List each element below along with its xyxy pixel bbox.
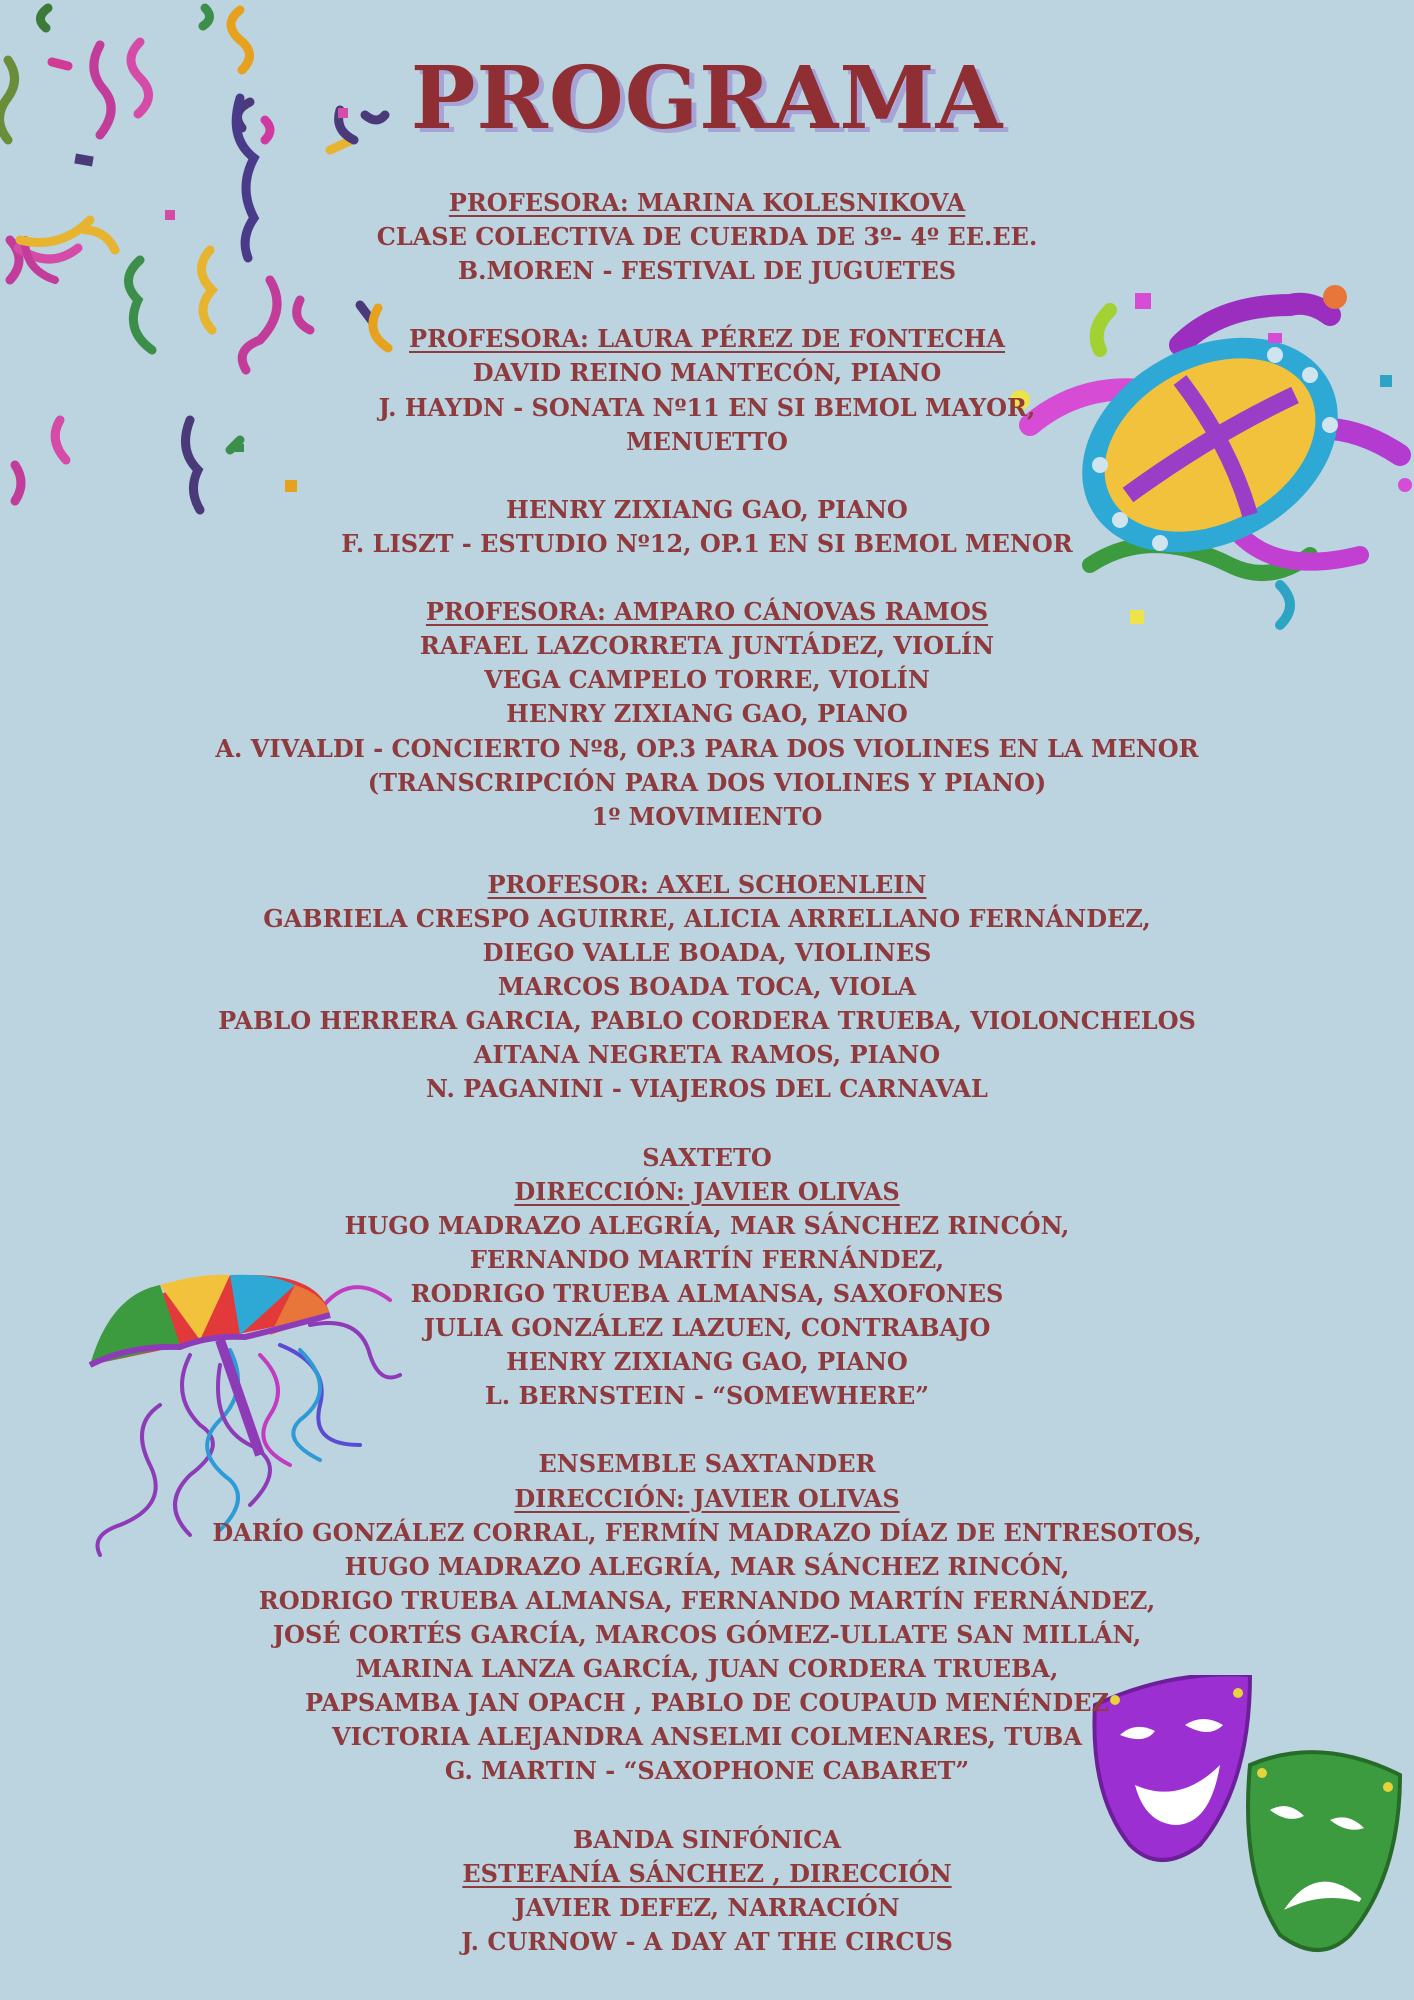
program-line: VICTORIA ALEJANDRA ANSELMI COLMENARES, TUBA <box>332 1722 1082 1752</box>
section-spacer <box>0 1413 1414 1447</box>
program-line: L. BERNSTEIN - “SOMEWHERE” <box>484 1381 930 1411</box>
program-line: JOSÉ CORTÉS GARCÍA, MARCOS GÓMEZ-ULLATE SAN MILLÁN, <box>272 1619 1142 1649</box>
program-line: RAFAEL LAZCORRETA JUNTÁDEZ, VIOLÍN <box>419 631 995 661</box>
program-section <box>0 868 1414 1107</box>
section-heading: PROFESOR: AXEL SCHOENLEIN <box>487 869 927 899</box>
program-line: DIEGO VALLE BOADA, VIOLINES <box>482 938 932 968</box>
program-line: DAVID REINO MANTECÓN, PIANO <box>472 358 942 388</box>
program-section <box>0 1447 1414 1788</box>
program-line: MARCOS BOADA TOCA, VIOLA <box>497 972 917 1002</box>
program-line: BANDA SINFÓNICA <box>573 1824 841 1854</box>
program-line: HUGO MADRAZO ALEGRÍA, MAR SÁNCHEZ RINCÓN, <box>344 1551 1070 1581</box>
program-line: RODRIGO TRUEBA ALMANSA, SAXOFONES <box>410 1279 1004 1308</box>
program-line: HENRY ZIXIANG GAO, PIANO <box>506 1347 908 1377</box>
page-title: PROGRAMA <box>410 48 1004 149</box>
program-section <box>0 1141 1414 1414</box>
program-line: AITANA NEGRETA RAMOS, PIANO <box>473 1040 941 1070</box>
section-heading: PROFESORA: MARINA KOLESNIKOVA <box>448 188 966 217</box>
program-line: (TRANSCRIPCIÓN PARA DOS VIOLINES Y PIANO) <box>367 767 1047 797</box>
program-section <box>0 493 1414 561</box>
program-line: FERNANDO MARTÍN FERNÁNDEZ, <box>469 1244 945 1274</box>
program-line: PABLO HERRERA GARCIA, PABLO CORDERA TRUEBA, VIOLONCHELOS <box>218 1006 1196 1036</box>
program-line: JULIA GONZÁLEZ LAZUEN, CONTRABAJO <box>423 1313 991 1343</box>
program-line: CLASE COLECTIVA DE CUERDA DE 3º- 4º EE.EE. <box>376 222 1038 252</box>
program-line: JAVIER DEFEZ, NARRACIÓN <box>514 1892 900 1922</box>
program-line: PAPSAMBA JAN OPACH , PABLO DE COUPAUD MENÉNDEZ <box>304 1688 1110 1718</box>
section-heading: PROFESORA: AMPARO CÁNOVAS RAMOS <box>425 597 989 627</box>
program-line: F. LISZT - ESTUDIO Nº12, OP.1 EN SI BEMOL MENOR <box>341 528 1073 558</box>
section-heading: DIRECCIÓN: JAVIER OLIVAS <box>514 1176 900 1206</box>
section-heading: PROFESORA: LAURA PÉREZ DE FONTECHA <box>409 324 1005 354</box>
program-line: HUGO MADRAZO ALEGRÍA, MAR SÁNCHEZ RINCÓN, <box>344 1210 1070 1240</box>
program-section <box>0 1823 1414 1959</box>
program-line: J. HAYDN - SONATA Nº11 EN SI BEMOL MAYOR, <box>378 392 1036 422</box>
section-spacer <box>0 1788 1414 1822</box>
section-heading: DIRECCIÓN: JAVIER OLIVAS <box>514 1483 900 1513</box>
program-line: DARÍO GONZÁLEZ CORRAL, FERMÍN MADRAZO DÍAZ DE ENTRESOTOS, <box>212 1517 1202 1547</box>
program-section <box>0 186 1414 288</box>
section-spacer <box>0 288 1414 322</box>
program-line: SAXTETO <box>642 1142 772 1172</box>
program-line: VEGA CAMPELO TORRE, VIOLÍN <box>484 665 930 695</box>
program-line: MARINA LANZA GARCÍA, JUAN CORDERA TRUEBA, <box>355 1654 1059 1684</box>
program-section <box>0 595 1414 834</box>
program-line: HENRY ZIXIANG GAO, PIANO <box>506 494 908 524</box>
program-line: J. CURNOW - A DAY AT THE CIRCUS <box>461 1926 953 1956</box>
section-spacer <box>0 834 1414 868</box>
program-line: B.MOREN - FESTIVAL DE JUGUETES <box>457 256 957 286</box>
program-line: HENRY ZIXIANG GAO, PIANO <box>506 699 908 729</box>
program-line: G. MARTIN - “SAXOPHONE CABARET” <box>444 1756 970 1786</box>
program-line: MENUETTO <box>626 426 788 456</box>
program-line: GABRIELA CRESPO AGUIRRE, ALICIA ARRELLANO FERNÁNDEZ, <box>263 903 1151 933</box>
program-list <box>0 186 1414 1959</box>
section-spacer <box>0 1107 1414 1141</box>
program-line: 1º MOVIMIENTO <box>591 801 823 831</box>
program-line: RODRIGO TRUEBA ALMANSA, FERNANDO MARTÍN FERNÁNDEZ, <box>258 1585 1156 1615</box>
section-spacer <box>0 459 1414 493</box>
program-line: ENSEMBLE SAXTANDER <box>538 1449 876 1479</box>
program-line: A. VIVALDI - CONCIERTO Nº8, OP.3 PARA DOS VIOLINES EN LA MENOR <box>215 733 1199 763</box>
section-heading: ESTEFANÍA SÁNCHEZ , DIRECCIÓN <box>462 1858 952 1888</box>
program-line: N. PAGANINI - VIAJEROS DEL CARNAVAL <box>426 1074 988 1104</box>
section-spacer <box>0 561 1414 595</box>
program-section <box>0 322 1414 458</box>
